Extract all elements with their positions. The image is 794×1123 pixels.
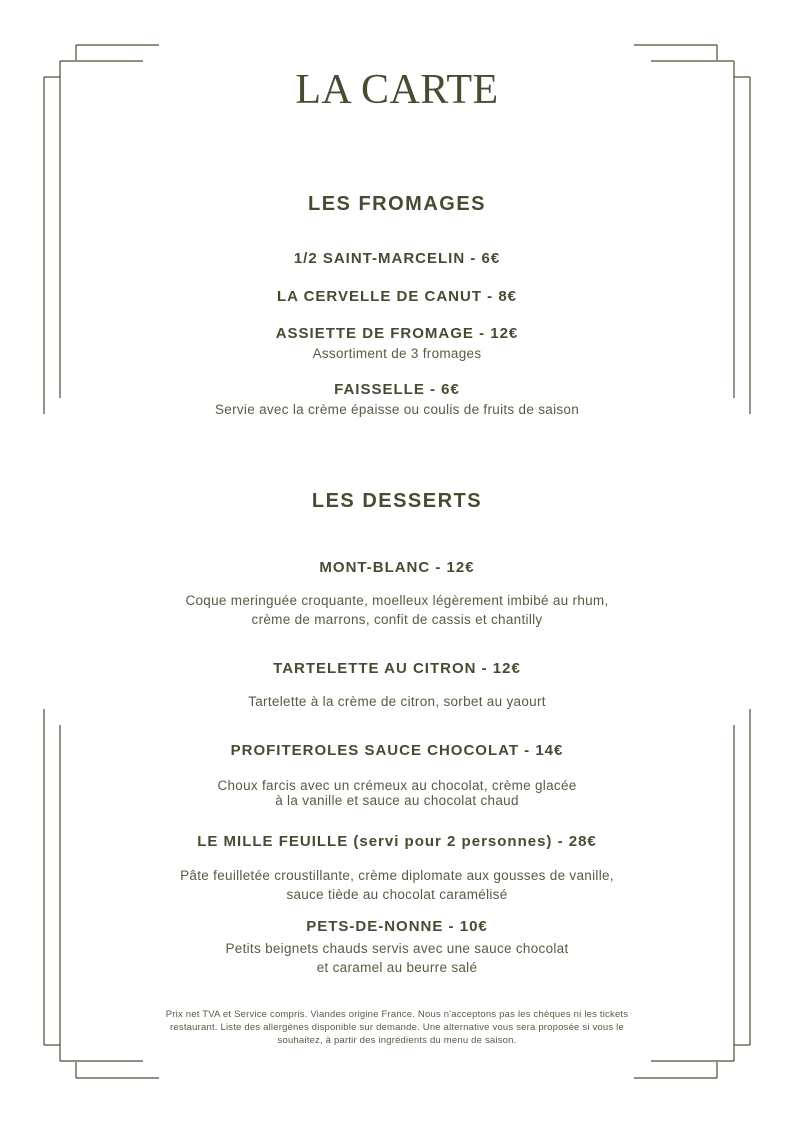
menu-item-name: 1/2 SAINT-MARCELIN - 6€ [293,250,501,267]
menu-item-name: TARTELETTE AU CITRON - 12€ [273,660,521,677]
menu-item-name: LE MILLE FEUILLE (servi pour 2 personnes) - 28€ [197,833,597,850]
menu-item-description: Pâte feuilletée croustillante, crème diplomate aux gousses de vanille, [180,868,614,883]
page-title: LA CARTE [295,67,499,113]
menu-item-description: Petits beignets chauds servis avec une sauce chocolat [225,941,569,956]
menu-item-name: LA CERVELLE DE CANUT - 8€ [276,288,518,305]
menu-item-description: crème de marrons, confit de cassis et chantilly [251,612,543,627]
menu-item-description: Tartelette à la crème de citron, sorbet au yaourt [248,694,546,709]
legal-footer [110,1008,684,1047]
menu-item-description: Servie avec la crème épaisse ou coulis de fruits de saison [214,402,580,417]
menu-item-name: ASSIETTE DE FROMAGE - 12€ [275,325,519,342]
menu-item-name: FAISSELLE - 6€ [334,381,460,398]
menu-item-name: MONT-BLANC - 12€ [319,559,475,576]
footer-line: souhaitez, à partir des ingrédients du menu de saison. [277,1035,517,1046]
menu-item-description: Coque meringuée croquante, moelleux légèrement imbibé au rhum, [185,593,609,608]
menu-item-description: à la vanille et sauce au chocolat chaud [275,793,519,808]
section-title-desserts: LES DESSERTS [311,490,483,512]
footer-line: Prix net TVA et Service compris. Viandes origine France. Nous n'acceptons pas les chèques ni les tickets [165,1009,629,1020]
section-title-fromages: LES FROMAGES [307,193,486,215]
menu-item-description: Choux farcis avec un crémeux au chocolat, crème glacée [217,778,577,793]
menu-item-name: PETS-DE-NONNE - 10€ [306,918,488,935]
footer-line: restaurant. Liste des allergènes disponible sur demande. Une alternative vous sera proposée si vous le [170,1022,624,1033]
menu-item-description: et caramel au beurre salé [316,960,478,975]
menu-item-name: PROFITEROLES SAUCE CHOCOLAT - 14€ [230,742,564,759]
menu-item-description: sauce tiède au chocolat caramélisé [286,887,508,902]
menu-item-description: Assortiment de 3 fromages [312,346,482,361]
